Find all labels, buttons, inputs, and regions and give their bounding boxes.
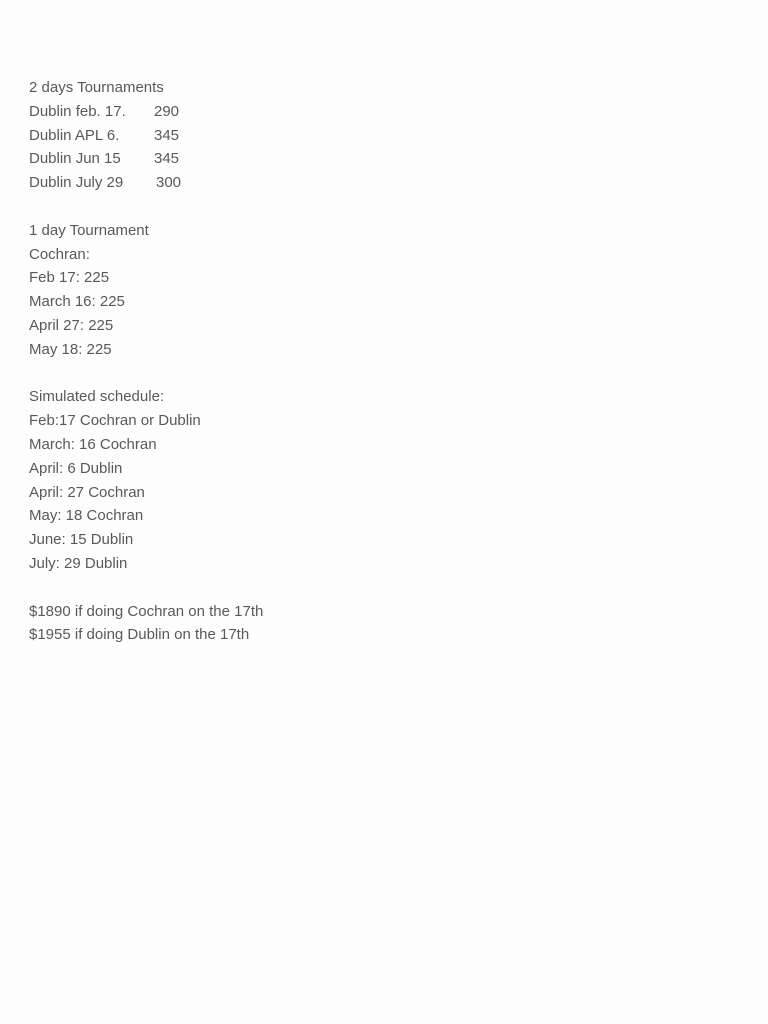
event-name: Dublin Jun 15 (29, 150, 121, 168)
two-day-row (29, 171, 729, 195)
one-day-venue: Cochran: (29, 245, 90, 263)
one-day-heading: 1 day Tournament (29, 221, 149, 239)
two-day-row (29, 124, 729, 148)
blank-line (29, 195, 729, 219)
schedule-row: April: 6 Dublin (29, 459, 123, 477)
schedule-row: Feb:17 Cochran or Dublin (29, 412, 201, 430)
note-body[interactable] (29, 76, 729, 647)
two-day-row (29, 100, 729, 124)
event-name: Dublin APL 6. (29, 126, 120, 144)
schedule-row: June: 15 Dublin (29, 531, 134, 549)
one-day-row: April 27: 225 (29, 316, 114, 334)
total-line: $1955 if doing Dublin on the 17th (29, 626, 250, 644)
schedule-row: March: 16 Cochran (29, 435, 157, 453)
blank-line (29, 576, 729, 600)
schedule-heading: Simulated schedule: (29, 388, 165, 406)
one-day-row: Feb 17: 225 (29, 269, 110, 287)
event-name: Dublin feb. 17. (29, 102, 126, 120)
two-day-row (29, 147, 729, 171)
event-price: 290 (154, 102, 180, 120)
schedule-row: May: 18 Cochran (29, 507, 144, 525)
blank-line (29, 362, 729, 386)
two-day-heading: 2 days Tournaments (29, 79, 164, 96)
schedule-row: July: 29 Dublin (29, 554, 128, 572)
event-price: 345 (154, 150, 180, 168)
one-day-row: May 18: 225 (29, 340, 112, 358)
one-day-row: March 16: 225 (29, 293, 125, 311)
total-line: $1890 if doing Cochran on the 17th (29, 602, 264, 620)
event-price: 300 (156, 174, 182, 192)
schedule-row: April: 27 Cochran (29, 483, 145, 501)
event-name: Dublin July 29 (29, 174, 124, 192)
event-price: 345 (154, 126, 180, 144)
